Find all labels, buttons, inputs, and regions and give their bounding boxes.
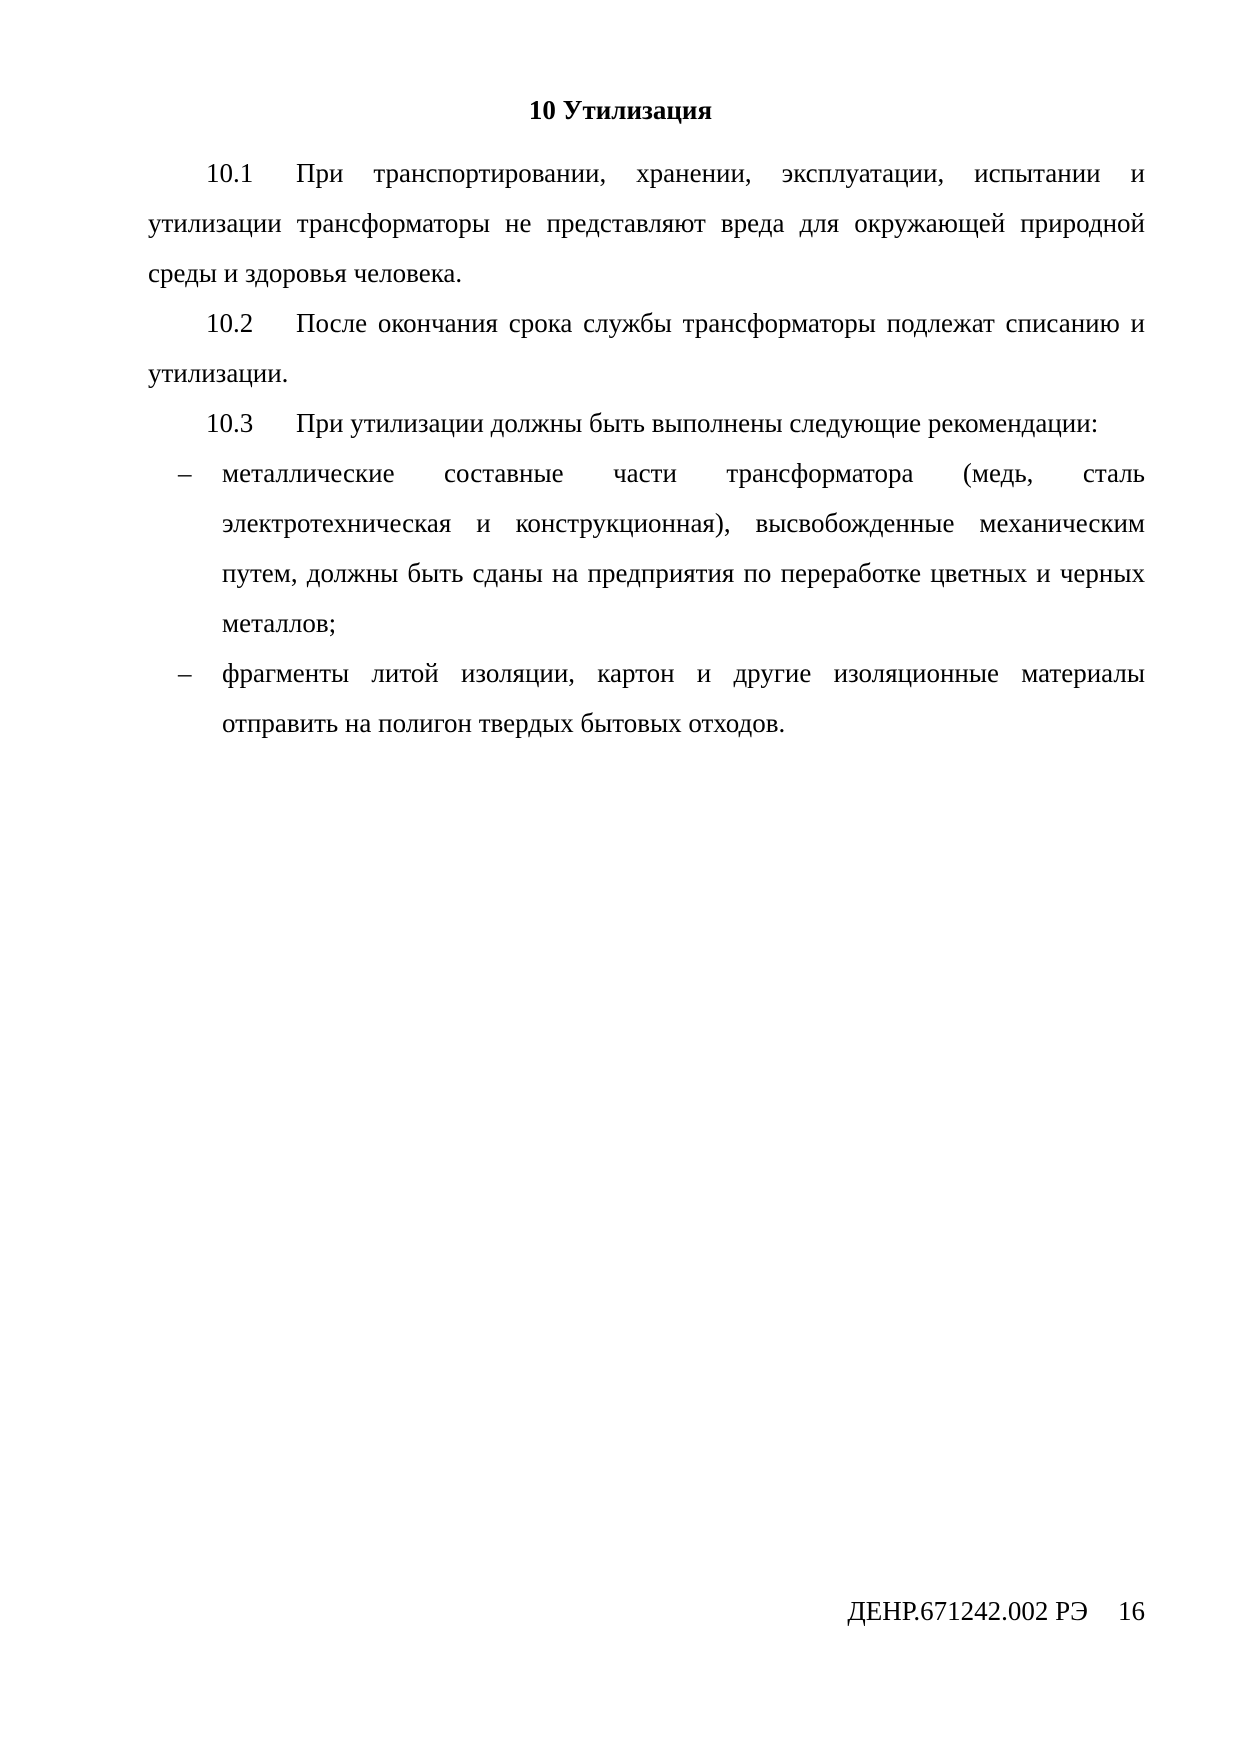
paragraph-number: 10.1 [206,158,254,188]
paragraph-10-1 [148,148,1145,298]
paragraph-text: При транспортировании, хранении, эксплуатации, испытании и утилизации трансформаторы не представляют вреда для окружающей природной среды и здоровья человека. [148,158,1145,288]
paragraph-text: После окончания срока службы трансформаторы подлежат списанию и утилизации. [148,308,1145,388]
paragraph-text: При утилизации должны быть выполнены следующие рекомендации: [296,408,1099,438]
paragraph-number: 10.3 [206,408,254,438]
recommendations-list [148,448,1145,748]
list-item [148,648,1145,748]
list-item-text: металлические составные части трансформатора (медь, сталь электротехническая и конструкционная), высвобожденные механическим путем, должны быть сданы на предприятия по переработке цветных и черных металлов; [222,458,1145,638]
paragraph-number: 10.2 [206,308,254,338]
paragraph-10-3 [148,398,1145,448]
paragraph-10-2 [148,298,1145,398]
body-text [148,148,1145,748]
list-dash-marker: – [178,658,192,688]
page-footer [847,1593,1145,1629]
list-dash-marker: – [178,458,192,488]
list-item-text: фрагменты литой изоляции, картон и другие изоляционные материалы отправить на полигон твердых бытовых отходов. [222,658,1145,738]
section-title: 10 Утилизация [528,95,713,125]
document-code: ДЕНР.671242.002 РЭ [847,1596,1088,1626]
page-number: 16 [1118,1596,1145,1626]
list-item [148,448,1145,648]
